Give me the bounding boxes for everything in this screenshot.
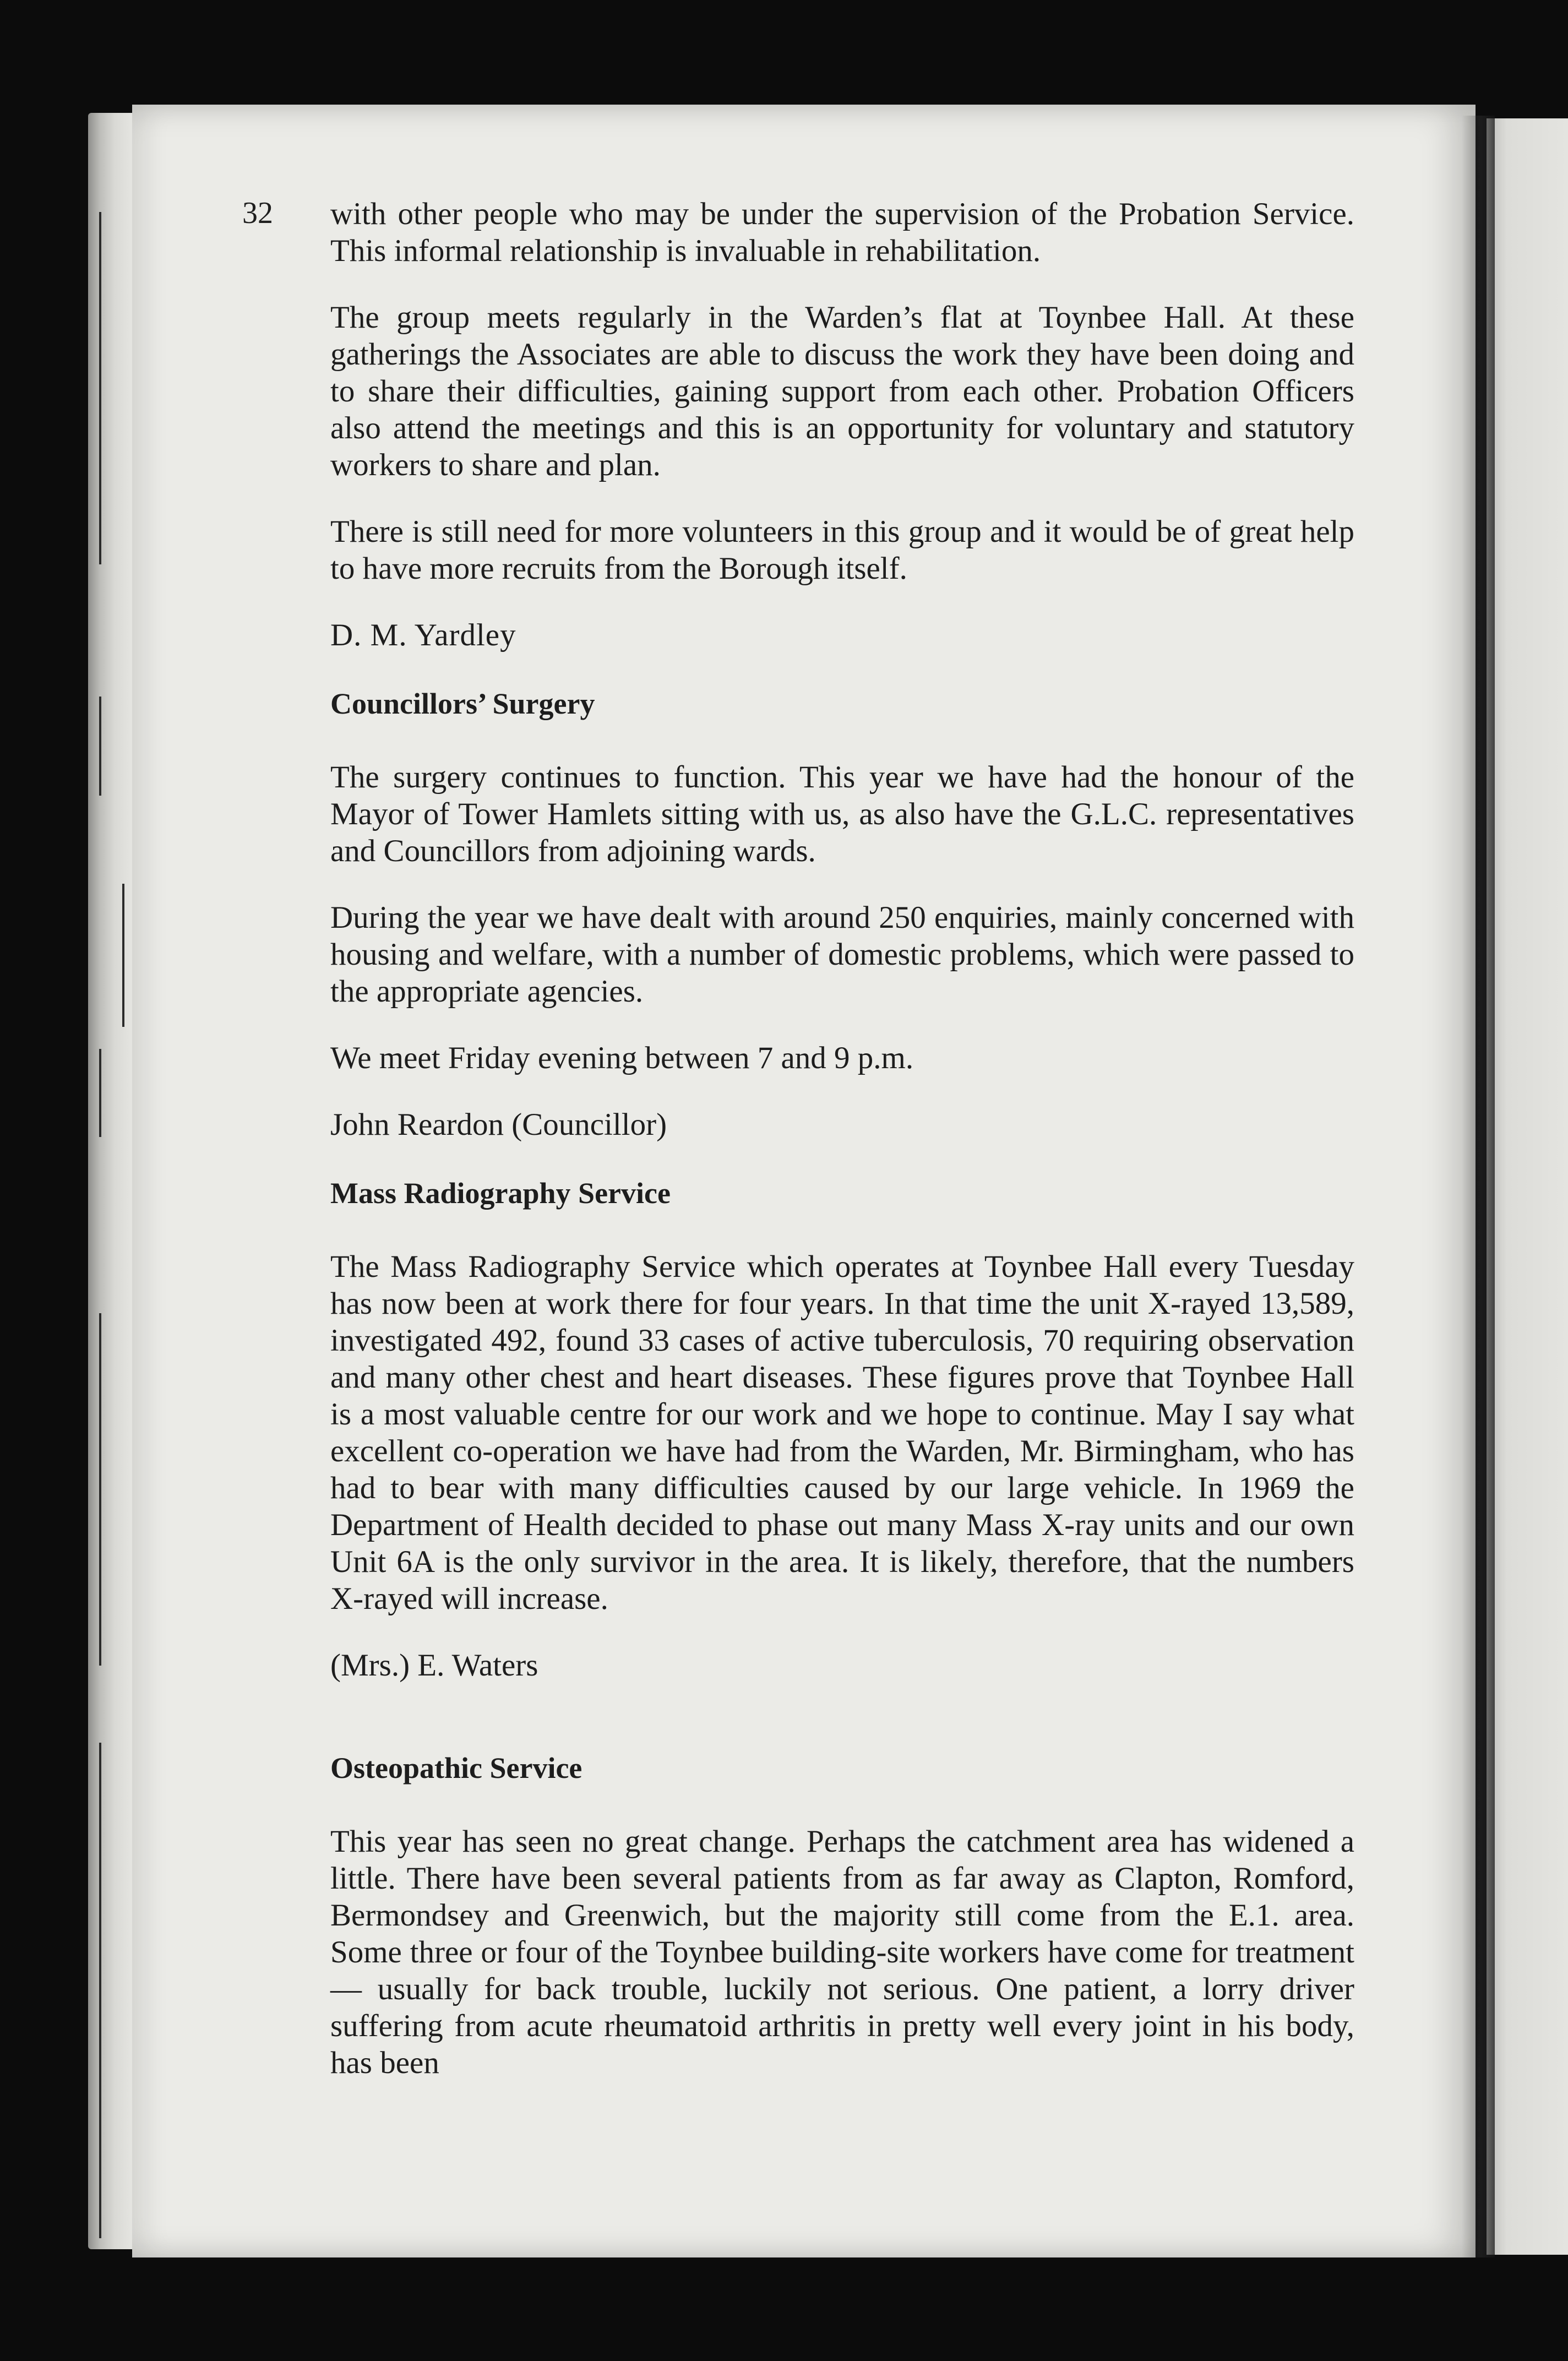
probation-signature: D. M. Yardley xyxy=(330,618,516,652)
page-gutter-shadow xyxy=(1462,116,1495,2257)
councillors-paragraph-1: The surgery continues to function. This year we have had the honour of the Mayor of Tower Hamlets sitting with us, as also have the G.L.C. representatives and Councillors from adjoining wards. xyxy=(330,760,1354,868)
councillors-paragraph-2: During the year we have dealt with around 250 enquiries, mainly concerned with housing and welfare, with a number of domestic problems, which were passed to the appropriate agencies. xyxy=(330,900,1354,1009)
page-body xyxy=(330,195,1354,2111)
radiography-heading: Mass Radiography Service xyxy=(330,1177,671,1210)
page-number: 32 xyxy=(242,196,273,230)
councillors-signature: John Reardon (Councillor) xyxy=(330,1107,667,1142)
probation-paragraph-1: with other people who may be under the supervision of the Probation Service. This informal relationship is invaluable in rehabilitation. xyxy=(330,197,1354,268)
osteopathic-heading: Osteopathic Service xyxy=(330,1751,582,1785)
councillors-paragraph-3: We meet Friday evening between 7 and 9 p.m. xyxy=(330,1041,914,1075)
osteopathic-paragraph-1: This year has seen no great change. Perhaps the catchment area has widened a little. There have been several patients from as far away as Clapton, Romford, Bermondsey and Greenwich, but the majority still come from the E.1. area. Some three or four of the Toynbee building-site workers have come for treatment — usually for back trouble, luckily not serious. One patient, a lorry driver suffering from acute rheumatoid arthritis in pretty well every joint in his body, has been xyxy=(330,1824,1354,2080)
councillors-heading: Councillors’ Surgery xyxy=(330,687,595,720)
radiography-paragraph-1: The Mass Radiography Service which operates at Toynbee Hall every Tuesday has now been at work there for four years. In that time the unit X-rayed 13,589, investigated 492, found 33 cases of active tuberculosis, 70 requiring observation and many other chest and heart diseases. These figures prove that Toynbee Hall is a most valuable centre for our work and we hope to continue. May I say what excellent co-operation we have had from the Warden, Mr. Birmingham, who has had to bear with many difficulties caused by our large vehicle. In 1969 the Department of Health decided to phase out many Mass X-ray units and our own Unit 6A is the only survivor in the area. It is likely, therefore, that the numbers X-rayed will increase. xyxy=(330,1249,1354,1616)
probation-paragraph-3: There is still need for more volunteers in this group and it would be of great help to have more recruits from the Borough itself. xyxy=(330,514,1354,586)
facing-page xyxy=(1487,118,1568,2255)
probation-paragraph-2: The group meets regularly in the Warden’s flat at Toynbee Hall. At these gatherings the Associates are able to discuss the work they have been doing and to share their difficulties, gaining support from each other. Probation Officers also attend the meetings and this is an opportunity for voluntary and statutory workers to share and plan. xyxy=(330,300,1354,482)
radiography-signature: (Mrs.) E. Waters xyxy=(330,1648,538,1683)
